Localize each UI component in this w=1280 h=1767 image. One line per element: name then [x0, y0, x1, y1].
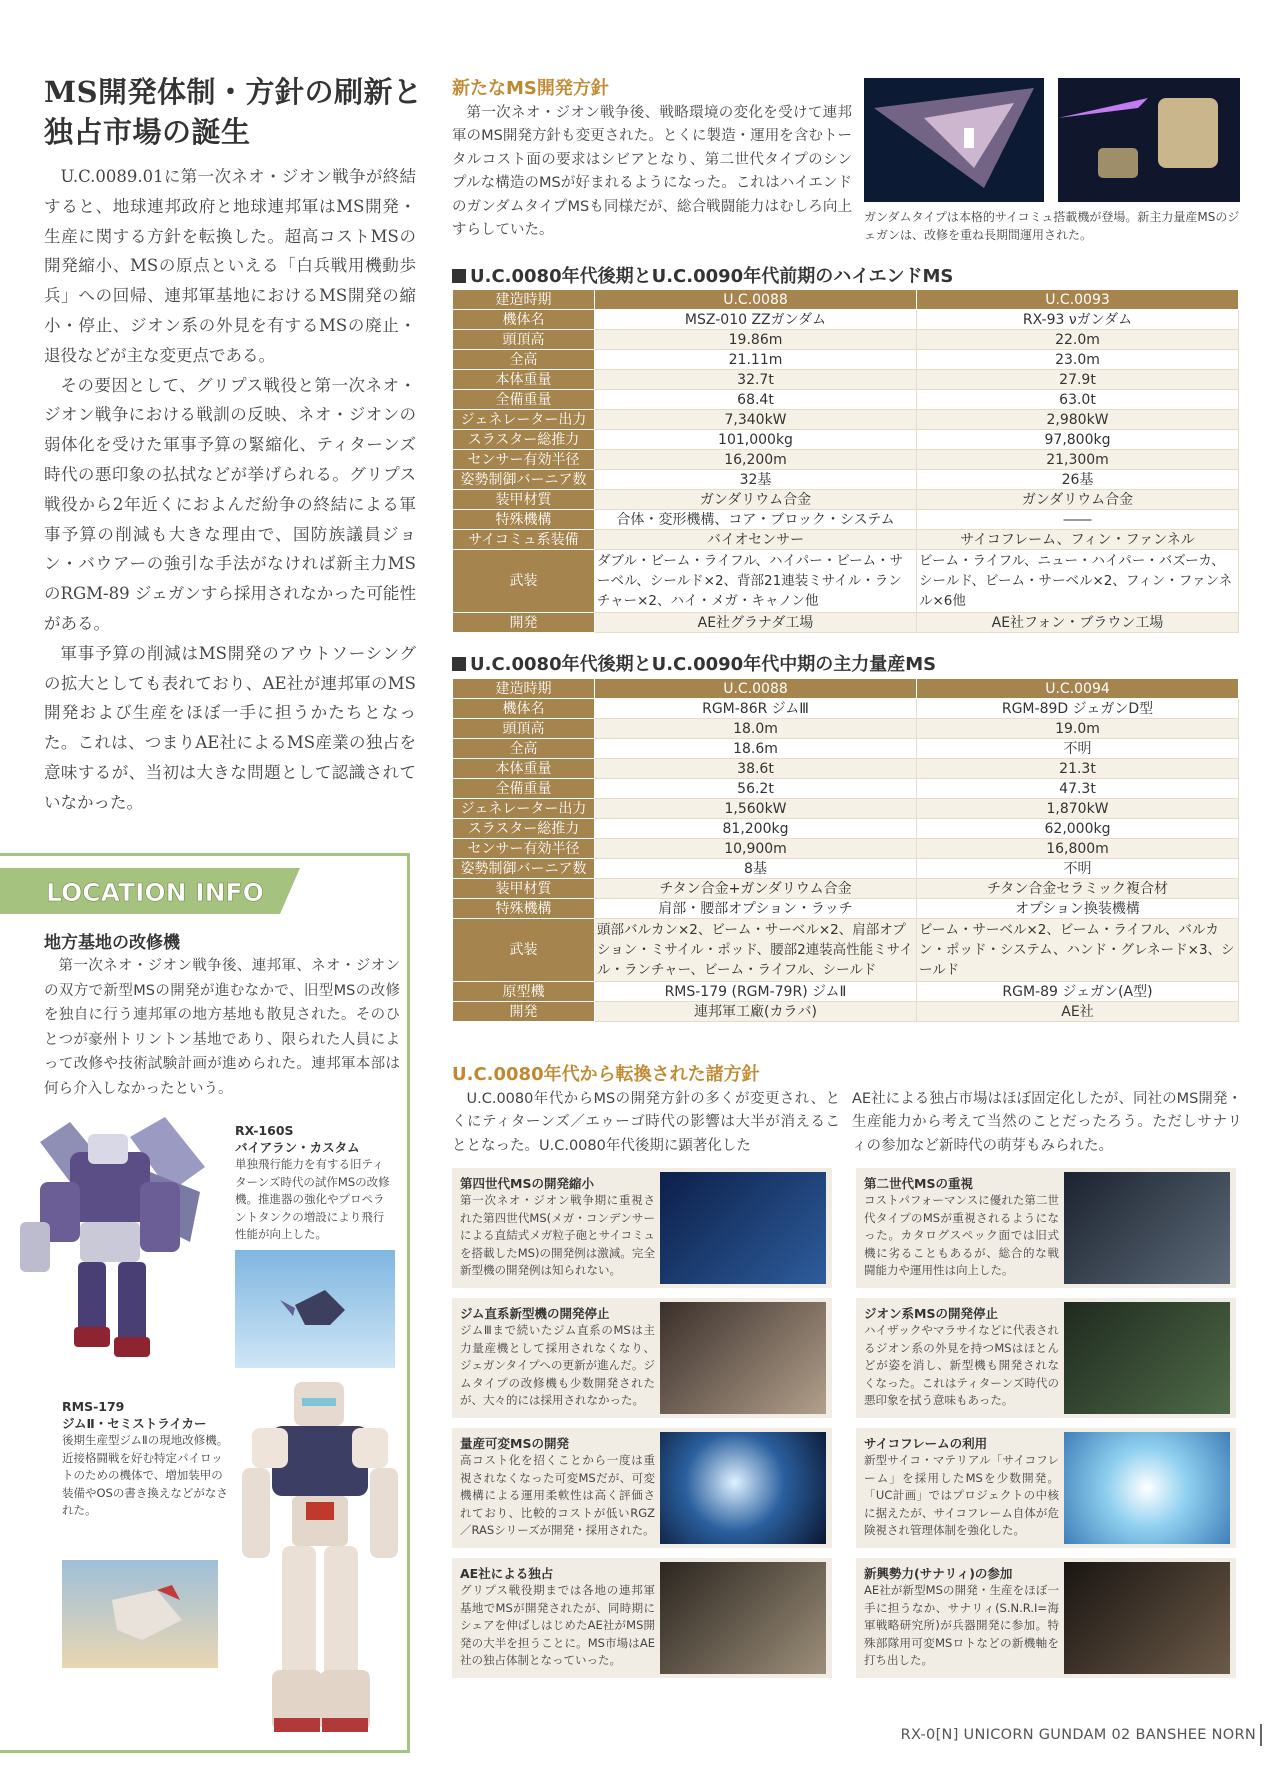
table-row-label: センサー有効半径 [453, 450, 595, 470]
policy-card-text: 新型サイコ・マテリアル「サイコフレーム」を採用したMSを少数開発。「UC計画」ではプロジェクトの中核に据えたが、サイコフレーム自体が危険視され管理体制を強化した。 [864, 1453, 1059, 1537]
table-cell: 8基 [595, 859, 917, 879]
square-bullet-icon [452, 269, 466, 283]
policy-card [856, 1428, 1236, 1548]
table-row-label: 建造時期 [453, 679, 595, 699]
table-cell: 21.3t [917, 759, 1239, 779]
policy-card-image [660, 1432, 826, 1544]
policy-card-image [1064, 1302, 1230, 1414]
table-cell: ビーム・ライフル、ニュー・ハイパー・バズーカ、シールド、ビーム・サーベル×2、フィン・ファンネル×6他 [917, 550, 1239, 613]
table-cell: チタン合金+ガンダリウム合金 [595, 879, 917, 899]
table-cell: U.C.0088 [595, 290, 917, 310]
table-cell: 21.11m [595, 350, 917, 370]
section4-heading: U.C.0080年代から転換された諸方針 [452, 1064, 760, 1085]
section1-heading: 新たなMS開発方針 [452, 78, 609, 99]
table-row-label: 開発 [453, 613, 595, 633]
table-cell: 7,340kW [595, 410, 917, 430]
unit2-code: RMS-179 [62, 1399, 125, 1414]
table-row [453, 839, 1239, 859]
main-title-line2: 独占市場の誕生 [44, 115, 251, 149]
policy-card [452, 1298, 832, 1418]
policy-card-text: グリプス戦役期までは各地の連邦軍基地でMSが開発されたが、同時期にシェアを伸ばしはじめたAE社がMS開発の大半を担うことに。MS市場はAE社の独占体制となっていった。 [460, 1583, 655, 1667]
table-cell: MSZ-010 ZZガンダム [595, 310, 917, 330]
table-cell: バイオセンサー [595, 530, 917, 550]
table-cell: RMS-179 (RGM-79R) ジムⅡ [595, 982, 917, 1002]
table-row-label: 特殊機構 [453, 899, 595, 919]
table-cell: 1,870kW [917, 799, 1239, 819]
table-row-label: 姿勢制御バーニア数 [453, 470, 595, 490]
table-row [453, 919, 1239, 982]
location-info-label: LOCATION INFO [46, 878, 264, 907]
table-cell: 38.6t [595, 759, 917, 779]
table-row-label: スラスター総推力 [453, 430, 595, 450]
policy-card [452, 1168, 832, 1288]
table-cell: RGM-89 ジェガン(A型) [917, 982, 1239, 1002]
unit2-name: ジムⅡ・セミストライカー [62, 1416, 207, 1431]
table-cell: 101,000kg [595, 430, 917, 450]
section1-photo-jegan [1058, 78, 1240, 202]
policy-card-title: 量産可変MSの開発 [460, 1436, 569, 1451]
table-cell: 26基 [917, 470, 1239, 490]
table-cell: 32基 [595, 470, 917, 490]
table-cell: ―― [917, 510, 1239, 530]
policy-card [856, 1558, 1236, 1678]
table-cell: RX-93 νガンダム [917, 310, 1239, 330]
table-cell: 不明 [917, 739, 1239, 759]
table-cell: 連邦軍工廠(カラバ) [595, 1002, 917, 1022]
location-title: 地方基地の改修機 [44, 933, 180, 953]
square-bullet-icon [452, 657, 466, 671]
table-cell: チタン合金セラミック複合材 [917, 879, 1239, 899]
table-row [453, 430, 1239, 450]
table-row [453, 859, 1239, 879]
footer-text: RX-0[N] UNICORN GUNDAM 02 BANSHEE NORN [900, 1727, 1256, 1743]
policy-card [452, 1558, 832, 1678]
table-cell: 97,800kg [917, 430, 1239, 450]
table-row-label: 本体重量 [453, 759, 595, 779]
table2-title [452, 650, 936, 676]
table-cell: RGM-89D ジェガンD型 [917, 699, 1239, 719]
section1-caption: ガンダムタイプは本格的サイコミュ搭載機が登場。新主力量産MSのジェガンは、改修を重ね長期間運用された。 [864, 210, 1240, 242]
unit1-photo [235, 1250, 395, 1368]
table1 [452, 289, 1239, 633]
table-row-label: 武装 [453, 550, 595, 613]
table-cell: 2,980kW [917, 410, 1239, 430]
table-row-label: 姿勢制御バーニア数 [453, 859, 595, 879]
unit1-name: バイアラン・カスタム [235, 1140, 360, 1155]
table-row [453, 759, 1239, 779]
unit1-text: 単独飛行能力を有する旧ティターンズ時代の試作MSの改修機。推進器の強化やプロペラントタンクの増設により飛行性能が向上した。 [235, 1157, 390, 1241]
unit2-text: 後期生産型ジムⅡの現地改修機。近接格闘戦を好む特定パイロットのための機体で、増加装甲の装備やOSの書き換えなどがなされた。 [62, 1433, 229, 1517]
table-cell: サイコフレーム、フィン・ファンネル [917, 530, 1239, 550]
table-row-label: 装甲材質 [453, 490, 595, 510]
table2-title-text: U.C.0080年代後期とU.C.0090年代中期の主力量産MS [470, 654, 937, 675]
table-row-label: 頭頂高 [453, 330, 595, 350]
table-row [453, 350, 1239, 370]
table-row-label: 全高 [453, 350, 595, 370]
table-row [453, 799, 1239, 819]
section4-intro-left [452, 1088, 840, 1158]
policy-card-image [1064, 1562, 1230, 1674]
unit1-code: RX-160S [235, 1123, 294, 1138]
table-cell: 10,900m [595, 839, 917, 859]
table-row [453, 450, 1239, 470]
table-cell: 68.4t [595, 390, 917, 410]
table-row [453, 550, 1239, 613]
policy-card [856, 1168, 1236, 1288]
table1-title-text: U.C.0080年代後期とU.C.0090年代前期のハイエンドMS [470, 266, 954, 287]
table-row [453, 699, 1239, 719]
location-paragraph: 第一次ネオ・ジオン戦争後、連邦軍、ネオ・ジオンの双方で新型MSの開発が進むなかで、旧型MSの改修を独自に行う連邦軍の地方基地も散見された。そのひとつが豪州トリントン基地であり、限られた人員によって改修や技術試験計画が進められた。連邦軍本部は何ら介入しなかったという。 [44, 958, 400, 1097]
table-cell: 18.0m [595, 719, 917, 739]
table-cell: AE社フォン・ブラウン工場 [917, 613, 1239, 633]
policy-card-image [1064, 1432, 1230, 1544]
table-row-label: 原型機 [453, 982, 595, 1002]
section1-photo-gundam [864, 78, 1044, 202]
policy-card-title: ジオン系MSの開発停止 [864, 1306, 998, 1321]
table-cell: 19.0m [917, 719, 1239, 739]
table-row [453, 982, 1239, 1002]
main-paragraph: U.C.0089.01に第一次ネオ・ジオン戦争が終結すると、地球連邦政府と地球連邦軍はMS開発・生産に関する方針を転換した。超高コストMSの開発縮小、MSの原点といえる「白兵戦用機動歩兵」への回帰、連邦軍基地におけるMS開発の縮小・停止、ジオン系の外見を有するMSの廃止・退役などが主な変更点である。 [44, 167, 416, 365]
section4-intro-right: AE社による独占市場はほぼ固定化したが、同社のMS開発・生産能力から考えて当然のことだったろう。ただしサナリィの参加など新時代の萌芽もみられた。 [852, 1091, 1242, 1154]
table-row [453, 310, 1239, 330]
location-info-header [0, 868, 300, 914]
table-cell: 頭部バルカン×2、ビーム・サーベル×2、肩部オプション・ミサイル・ポッド、腰部2連装高性能ミサイル・ランチャー、ビーム・ライフル、シールド [595, 919, 917, 982]
table-row [453, 613, 1239, 633]
table-cell: 肩部・腰部オプション・ラッチ [595, 899, 917, 919]
policy-card [452, 1428, 832, 1548]
table-row [453, 719, 1239, 739]
table-row [453, 1002, 1239, 1022]
table-cell: U.C.0094 [917, 679, 1239, 699]
table-row [453, 899, 1239, 919]
table-row [453, 739, 1239, 759]
table-row-label: 開発 [453, 1002, 595, 1022]
table-row-label: 機体名 [453, 310, 595, 330]
table1-title [452, 262, 953, 288]
policy-card-title: 新興勢力(サナリィ)の参加 [864, 1566, 1013, 1581]
table-row-label: 機体名 [453, 699, 595, 719]
unit2-photo [62, 1560, 218, 1668]
table-cell: 81,200kg [595, 819, 917, 839]
footer-divider [1260, 1724, 1262, 1746]
table-cell: 合体・変形機構、コア・ブロック・システム [595, 510, 917, 530]
table-row-label: 頭頂高 [453, 719, 595, 739]
gm2-semi-striker-figure [232, 1378, 408, 1750]
policy-card-image [660, 1172, 826, 1284]
table-row-label: 全備重量 [453, 390, 595, 410]
main-paragraph: 軍事予算の削減はMS開発のアウトソーシングの拡大としても表れており、AE社が連邦軍のMS開発および生産をほぼ一手に担うかたちとなった。これは、つまりAE社によるMS産業の独占を意味するが、当初は大きな問題として認識されていなかった。 [44, 643, 416, 812]
table-row-label: 全高 [453, 739, 595, 759]
policy-card-text: 第一次ネオ・ジオン戦争期に重視された第四世代MS(メガ・コンデンサーによる直結式メガ粒子砲とサイコミュを搭載したMS)の開発例は激減。完全新型機の開発例は知られない。 [460, 1193, 655, 1277]
policy-card-text: コストパフォーマンスに優れた第二世代タイプのMSが重視されるようになった。カタログスペック面では旧式機に劣ることもあるが、総合的な戦闘能力や運用性は向上した。 [864, 1193, 1059, 1277]
policy-card-image [660, 1562, 826, 1674]
table-row-label: 特殊機構 [453, 510, 595, 530]
table-row [453, 779, 1239, 799]
table-row-label: スラスター総推力 [453, 819, 595, 839]
policy-card-text: 高コスト化を招くことから一度は重視されなくなった可変MSだが、可変機構による運用柔軟性は高く評価されており、比較的コストが低いRGZ／RASシリーズが開発・採用された。 [460, 1453, 655, 1537]
table-cell: ビーム・サーベル×2、ビーム・ライフル、バルカン・ポッド・システム、ハンド・グレネード×3、シールド [917, 919, 1239, 982]
table-cell: 23.0m [917, 350, 1239, 370]
section1-paragraph: 第一次ネオ・ジオン戦争後、戦略環境の変化を受けて連邦軍のMS開発方針も変更された。とくに製造・運用を含むトータルコスト面の要求はシビアとなり、第二世代タイプのシンプルな構造のMSが好まれるようになった。これはハイエンドのガンダムタイプMSも同様だが、総合戦闘能力はむしろ向上すらしていた。 [452, 105, 852, 239]
table-cell: RGM-86R ジムⅢ [595, 699, 917, 719]
table-row [453, 410, 1239, 430]
table-cell: AE社 [917, 1002, 1239, 1022]
policy-card-image [660, 1302, 826, 1414]
table-cell: 22.0m [917, 330, 1239, 350]
table-row [453, 330, 1239, 350]
table-row [453, 370, 1239, 390]
byarlant-custom-figure [0, 1112, 210, 1360]
unit1-caption [235, 1122, 395, 1244]
table-cell: 32.7t [595, 370, 917, 390]
table-row-label: 建造時期 [453, 290, 595, 310]
table-row [453, 290, 1239, 310]
policy-card-text: AE社が新型MSの開発・生産をほぼ一手に担うなか、サナリィ(S.N.R.I=海軍戦略研究所)が兵器開発に参加。特殊部隊用可変MSロトなどの新機軸を打ち出した。 [864, 1583, 1059, 1667]
main-title-line1: MS開発体制・方針の刷新と [44, 75, 423, 109]
table-cell: ダブル・ビーム・ライフル、ハイパー・ビーム・サーベル、シールド×2、背部21連装ミサイル・ランチャー×2、ハイ・メガ・キャノン他 [595, 550, 917, 613]
table-row-label: 全備重量 [453, 779, 595, 799]
policy-card [856, 1298, 1236, 1418]
policy-card-title: 第四世代MSの開発縮小 [460, 1176, 594, 1191]
policy-card-title: 第二世代MSの重視 [864, 1176, 973, 1191]
table-row [453, 390, 1239, 410]
table-row-label: サイコミュ系装備 [453, 530, 595, 550]
table-row-label: ジェネレーター出力 [453, 799, 595, 819]
table-row-label: ジェネレーター出力 [453, 410, 595, 430]
table-cell: AE社グラナダ工場 [595, 613, 917, 633]
table-row [453, 470, 1239, 490]
policy-card-text: ハイザックやマラサイなどに代表されるジオン系の外見を持つMSはほとんどが姿を消し、新型機も開発されなくなった。これはティターンズ時代の悪印象を拭う意味もあった。 [864, 1323, 1059, 1407]
table-cell: 19.86m [595, 330, 917, 350]
table-row-label: センサー有効半径 [453, 839, 595, 859]
table-row-label: 本体重量 [453, 370, 595, 390]
main-paragraph: その要因として、グリプス戦役と第一次ネオ・ジオン戦争における戦訓の反映、ネオ・ジオンの弱体化を受けた軍事予算の緊縮化、ティターンズ時代の悪印象の払拭などが挙げられる。グリプス戦役から2年近くにおよんだ紛争の終結による軍事予算の削減も大きな理由で、国防族議員ジョン・バウアーの強引な手法がなければ新主力MSのRGM-89 ジェガンすら採用されなかった可能性がある。 [44, 375, 416, 633]
unit2-caption [62, 1398, 232, 1520]
location-body [44, 954, 400, 1102]
table-cell: U.C.0088 [595, 679, 917, 699]
table-cell: ガンダリウム合金 [917, 490, 1239, 510]
table-row [453, 510, 1239, 530]
table-row [453, 819, 1239, 839]
policy-card-title: サイコフレームの利用 [864, 1436, 988, 1451]
table-row [453, 490, 1239, 510]
main-body [44, 162, 416, 818]
section4-intro-left-text: U.C.0080年代からMSの開発方針の多くが変更され、とくにティターンズ／エゥーゴ時代の影響は大半が消えることとなった。U.C.0080年代後期に顕著化した [452, 1091, 840, 1154]
table-cell: 27.9t [917, 370, 1239, 390]
table-cell: 63.0t [917, 390, 1239, 410]
main-title [44, 72, 424, 152]
table-cell: 62,000kg [917, 819, 1239, 839]
policy-card-title: AE社による独占 [460, 1566, 554, 1581]
policy-card-title: ジム直系新型機の開発停止 [460, 1306, 610, 1321]
table-row [453, 530, 1239, 550]
table-cell: 1,560kW [595, 799, 917, 819]
policy-card-text: ジムⅢまで続いたジム直系のMSは主力量産機として採用されなくなり、ジェガンタイプへの更新が進んだ。ジムタイプの改修機も少数開発されたが、大々的には採用されなかった。 [460, 1323, 655, 1407]
table-cell: 56.2t [595, 779, 917, 799]
table-row-label: 武装 [453, 919, 595, 982]
table-row-label: 装甲材質 [453, 879, 595, 899]
table-cell: 16,800m [917, 839, 1239, 859]
table-cell: 16,200m [595, 450, 917, 470]
table-cell: 不明 [917, 859, 1239, 879]
table-cell: U.C.0093 [917, 290, 1239, 310]
table-row [453, 679, 1239, 699]
table-cell: 18.6m [595, 739, 917, 759]
section1-body [452, 102, 852, 242]
table-cell: ガンダリウム合金 [595, 490, 917, 510]
table-cell: 47.3t [917, 779, 1239, 799]
table-row [453, 879, 1239, 899]
table2 [452, 678, 1239, 1022]
policy-card-image [1064, 1172, 1230, 1284]
table-cell: オプション換装機構 [917, 899, 1239, 919]
table-cell: 21,300m [917, 450, 1239, 470]
